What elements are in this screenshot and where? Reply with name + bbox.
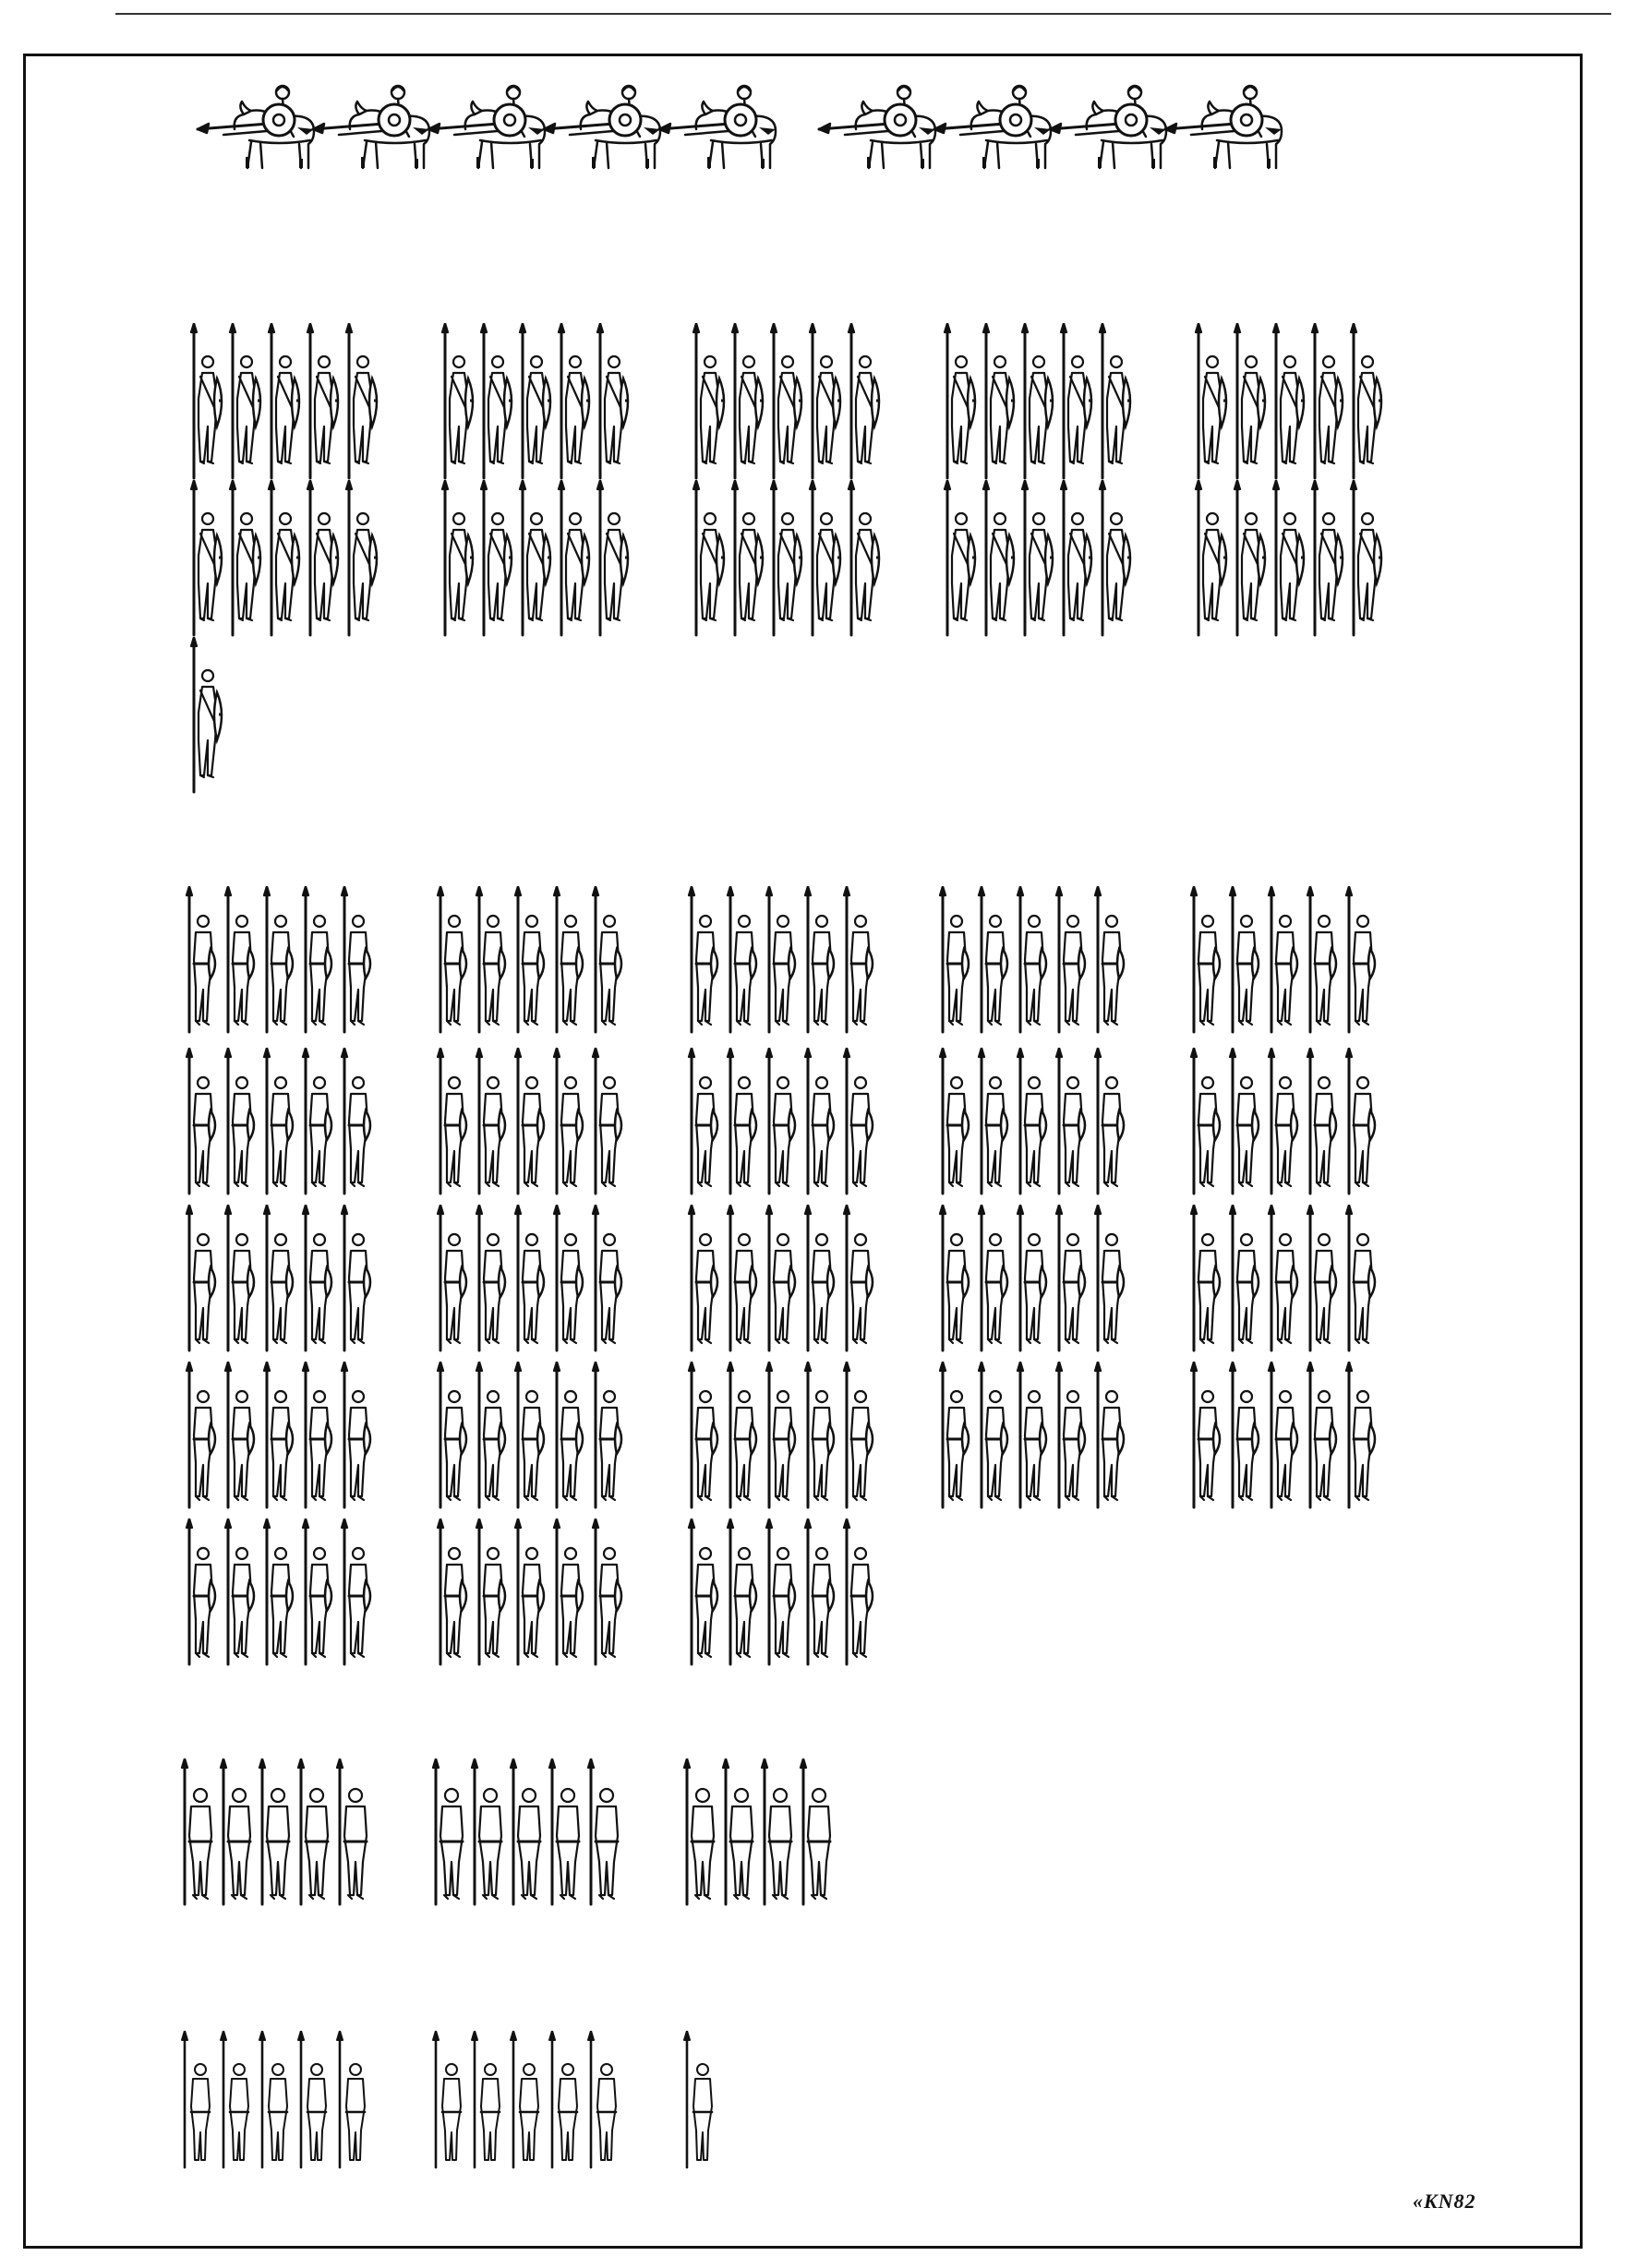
spear-round-shield-figure	[765, 1518, 801, 1666]
spear-shield-figure	[479, 323, 516, 480]
spear-round-shield-figure	[1189, 1205, 1226, 1352]
spearman-figure	[180, 1758, 217, 1906]
spearman-small-figure	[296, 2031, 333, 2169]
spearman-small-figure	[335, 2031, 372, 2169]
spear-shield-figure	[306, 323, 343, 480]
spearman-small-figure	[180, 2031, 217, 2169]
spear-shield-figure	[267, 323, 304, 480]
spear-round-shield-figure	[977, 1205, 1014, 1352]
spear-round-shield-figure	[1228, 1205, 1265, 1352]
spearman-figure	[219, 1758, 256, 1906]
spear-shield-figure	[189, 480, 226, 637]
spear-shield-figure	[479, 480, 516, 637]
spear-round-shield-figure	[1016, 1048, 1053, 1195]
cavalry-figure	[196, 83, 325, 175]
spear-round-shield-figure	[842, 1518, 879, 1666]
spear-shield-figure	[228, 480, 265, 637]
spearman-small-figure	[548, 2031, 584, 2169]
spear-round-shield-figure	[475, 1518, 512, 1666]
spear-round-shield-figure	[687, 886, 724, 1034]
spear-round-shield-figure	[262, 886, 299, 1034]
spear-shield-figure	[189, 637, 226, 794]
spear-round-shield-figure	[475, 1205, 512, 1352]
spear-shield-figure	[1098, 480, 1135, 637]
spear-round-shield-figure	[687, 1362, 724, 1509]
spear-shield-figure	[1349, 323, 1386, 480]
spear-round-shield-figure	[262, 1362, 299, 1509]
spear-round-shield-figure	[185, 1048, 222, 1195]
spear-round-shield-figure	[977, 1362, 1014, 1509]
spear-round-shield-figure	[513, 1205, 550, 1352]
spear-shield-figure	[557, 323, 594, 480]
spear-round-shield-figure	[765, 1205, 801, 1352]
spear-round-shield-figure	[977, 886, 1014, 1034]
spear-round-shield-figure	[591, 1205, 628, 1352]
spear-round-shield-figure	[223, 1362, 260, 1509]
spear-round-shield-figure	[475, 1362, 512, 1509]
spear-round-shield-figure	[938, 1205, 975, 1352]
spear-shield-figure	[982, 480, 1018, 637]
spearman-figure	[258, 1758, 295, 1906]
spear-shield-figure	[769, 480, 806, 637]
spear-shield-figure	[1271, 480, 1308, 637]
cavalry-figure	[657, 83, 787, 175]
spearman-figure	[548, 1758, 584, 1906]
spear-round-shield-figure	[765, 1048, 801, 1195]
spear-round-shield-figure	[803, 1205, 840, 1352]
spearman-figure	[760, 1758, 797, 1906]
spear-shield-figure	[692, 323, 729, 480]
spear-round-shield-figure	[1016, 886, 1053, 1034]
spear-shield-figure	[1194, 323, 1231, 480]
spear-shield-figure	[769, 323, 806, 480]
cavalry-figure	[1048, 83, 1177, 175]
spear-shield-figure	[982, 323, 1018, 480]
spear-round-shield-figure	[687, 1205, 724, 1352]
spear-round-shield-figure	[340, 1205, 377, 1352]
spear-round-shield-figure	[340, 886, 377, 1034]
spear-round-shield-figure	[1228, 1362, 1265, 1509]
spear-round-shield-figure	[591, 1362, 628, 1509]
spear-round-shield-figure	[726, 1518, 763, 1666]
spear-round-shield-figure	[552, 1048, 589, 1195]
spear-shield-figure	[306, 480, 343, 637]
spear-round-shield-figure	[436, 886, 473, 1034]
spear-shield-figure	[1271, 323, 1308, 480]
spear-shield-figure	[1233, 480, 1270, 637]
spear-round-shield-figure	[223, 886, 260, 1034]
spear-round-shield-figure	[475, 886, 512, 1034]
spearman-figure	[586, 1758, 623, 1906]
spear-round-shield-figure	[340, 1362, 377, 1509]
spear-round-shield-figure	[262, 1048, 299, 1195]
spear-round-shield-figure	[301, 1205, 338, 1352]
spear-shield-figure	[1098, 323, 1135, 480]
spear-round-shield-figure	[1228, 1048, 1265, 1195]
spear-round-shield-figure	[1093, 886, 1130, 1034]
spear-shield-figure	[440, 323, 477, 480]
spear-round-shield-figure	[1344, 1048, 1381, 1195]
cavalry-figure	[542, 83, 671, 175]
spear-round-shield-figure	[687, 1048, 724, 1195]
top-rule	[115, 13, 1611, 15]
spear-shield-figure	[228, 323, 265, 480]
spear-shield-figure	[943, 480, 980, 637]
spear-round-shield-figure	[687, 1518, 724, 1666]
spear-round-shield-figure	[1189, 1048, 1226, 1195]
spear-round-shield-figure	[726, 1362, 763, 1509]
spear-shield-figure	[1310, 480, 1347, 637]
spear-round-shield-figure	[1344, 1362, 1381, 1509]
spearman-small-figure	[431, 2031, 468, 2169]
spear-round-shield-figure	[1306, 1362, 1343, 1509]
spear-round-shield-figure	[1054, 886, 1091, 1034]
spearman-figure	[799, 1758, 836, 1906]
spear-round-shield-figure	[436, 1048, 473, 1195]
spearman-small-figure	[470, 2031, 507, 2169]
spear-round-shield-figure	[977, 1048, 1014, 1195]
spear-round-shield-figure	[765, 1362, 801, 1509]
spear-round-shield-figure	[1016, 1362, 1053, 1509]
spear-round-shield-figure	[301, 1048, 338, 1195]
spear-round-shield-figure	[726, 1205, 763, 1352]
spear-round-shield-figure	[1267, 886, 1304, 1034]
spear-shield-figure	[267, 480, 304, 637]
spear-round-shield-figure	[591, 1518, 628, 1666]
spearman-figure	[682, 1758, 719, 1906]
spear-shield-figure	[1059, 323, 1096, 480]
spear-shield-figure	[1020, 480, 1057, 637]
spearman-small-figure	[219, 2031, 256, 2169]
spearman-small-figure	[682, 2031, 719, 2169]
spear-round-shield-figure	[262, 1205, 299, 1352]
spear-round-shield-figure	[1093, 1048, 1130, 1195]
spear-round-shield-figure	[842, 1362, 879, 1509]
spear-round-shield-figure	[842, 886, 879, 1034]
spear-round-shield-figure	[436, 1205, 473, 1352]
artist-signature: «KN82	[1413, 2190, 1476, 2213]
spear-shield-figure	[1233, 323, 1270, 480]
cavalry-figure	[933, 83, 1062, 175]
spear-shield-figure	[1020, 323, 1057, 480]
spear-shield-figure	[943, 323, 980, 480]
spear-round-shield-figure	[842, 1048, 879, 1195]
spear-round-shield-figure	[223, 1205, 260, 1352]
cavalry-figure	[311, 83, 440, 175]
spear-shield-figure	[557, 480, 594, 637]
spear-round-shield-figure	[591, 1048, 628, 1195]
spear-round-shield-figure	[1228, 886, 1265, 1034]
spear-round-shield-figure	[552, 1205, 589, 1352]
spear-shield-figure	[344, 480, 381, 637]
spear-round-shield-figure	[1093, 1205, 1130, 1352]
spear-round-shield-figure	[591, 886, 628, 1034]
spear-round-shield-figure	[513, 1048, 550, 1195]
spear-shield-figure	[518, 480, 555, 637]
spear-shield-figure	[1310, 323, 1347, 480]
spear-round-shield-figure	[1054, 1205, 1091, 1352]
spear-shield-figure	[344, 323, 381, 480]
spear-round-shield-figure	[726, 1048, 763, 1195]
cavalry-figure	[1163, 83, 1293, 175]
spear-round-shield-figure	[223, 1048, 260, 1195]
spear-round-shield-figure	[726, 886, 763, 1034]
spear-shield-figure	[1349, 480, 1386, 637]
spear-round-shield-figure	[803, 1362, 840, 1509]
spear-round-shield-figure	[938, 886, 975, 1034]
spear-round-shield-figure	[1267, 1205, 1304, 1352]
spear-round-shield-figure	[185, 886, 222, 1034]
spear-round-shield-figure	[223, 1518, 260, 1666]
spear-round-shield-figure	[436, 1518, 473, 1666]
spear-round-shield-figure	[1344, 886, 1381, 1034]
spear-shield-figure	[730, 323, 767, 480]
spear-round-shield-figure	[185, 1205, 222, 1352]
spear-round-shield-figure	[765, 886, 801, 1034]
spear-round-shield-figure	[262, 1518, 299, 1666]
spear-shield-figure	[808, 323, 845, 480]
spear-round-shield-figure	[552, 886, 589, 1034]
spear-round-shield-figure	[340, 1518, 377, 1666]
spear-round-shield-figure	[1306, 1205, 1343, 1352]
spearman-figure	[721, 1758, 758, 1906]
spear-round-shield-figure	[938, 1362, 975, 1509]
spear-shield-figure	[847, 480, 884, 637]
spearman-figure	[509, 1758, 546, 1906]
spear-round-shield-figure	[475, 1048, 512, 1195]
spear-round-shield-figure	[436, 1362, 473, 1509]
spear-shield-figure	[1194, 480, 1231, 637]
spearman-small-figure	[509, 2031, 546, 2169]
spear-round-shield-figure	[938, 1048, 975, 1195]
spear-shield-figure	[189, 323, 226, 480]
spear-round-shield-figure	[301, 1518, 338, 1666]
spearman-small-figure	[586, 2031, 623, 2169]
spear-shield-figure	[808, 480, 845, 637]
spear-round-shield-figure	[1344, 1205, 1381, 1352]
spearman-figure	[470, 1758, 507, 1906]
spear-shield-figure	[1059, 480, 1096, 637]
spear-round-shield-figure	[1054, 1362, 1091, 1509]
spear-shield-figure	[847, 323, 884, 480]
spear-shield-figure	[692, 480, 729, 637]
spear-round-shield-figure	[552, 1518, 589, 1666]
spear-round-shield-figure	[1267, 1048, 1304, 1195]
cavalry-figure	[817, 83, 946, 175]
spear-round-shield-figure	[301, 886, 338, 1034]
spear-round-shield-figure	[513, 1362, 550, 1509]
spear-round-shield-figure	[185, 1518, 222, 1666]
spear-round-shield-figure	[803, 1518, 840, 1666]
spear-round-shield-figure	[513, 886, 550, 1034]
spear-shield-figure	[440, 480, 477, 637]
spearman-figure	[335, 1758, 372, 1906]
spear-round-shield-figure	[185, 1362, 222, 1509]
spearman-small-figure	[258, 2031, 295, 2169]
spear-round-shield-figure	[1016, 1205, 1053, 1352]
spear-round-shield-figure	[301, 1362, 338, 1509]
spear-shield-figure	[730, 480, 767, 637]
spear-round-shield-figure	[1306, 1048, 1343, 1195]
spear-shield-figure	[518, 323, 555, 480]
spear-shield-figure	[596, 323, 632, 480]
spear-round-shield-figure	[803, 886, 840, 1034]
spear-round-shield-figure	[552, 1362, 589, 1509]
spear-round-shield-figure	[1267, 1362, 1304, 1509]
spearman-figure	[431, 1758, 468, 1906]
cavalry-figure	[427, 83, 556, 175]
spear-round-shield-figure	[1189, 886, 1226, 1034]
spear-round-shield-figure	[513, 1518, 550, 1666]
spear-round-shield-figure	[340, 1048, 377, 1195]
spear-round-shield-figure	[1189, 1362, 1226, 1509]
spear-round-shield-figure	[1054, 1048, 1091, 1195]
spear-round-shield-figure	[842, 1205, 879, 1352]
spear-round-shield-figure	[1093, 1362, 1130, 1509]
spear-round-shield-figure	[1306, 886, 1343, 1034]
spear-shield-figure	[596, 480, 632, 637]
spearman-figure	[296, 1758, 333, 1906]
spear-round-shield-figure	[803, 1048, 840, 1195]
